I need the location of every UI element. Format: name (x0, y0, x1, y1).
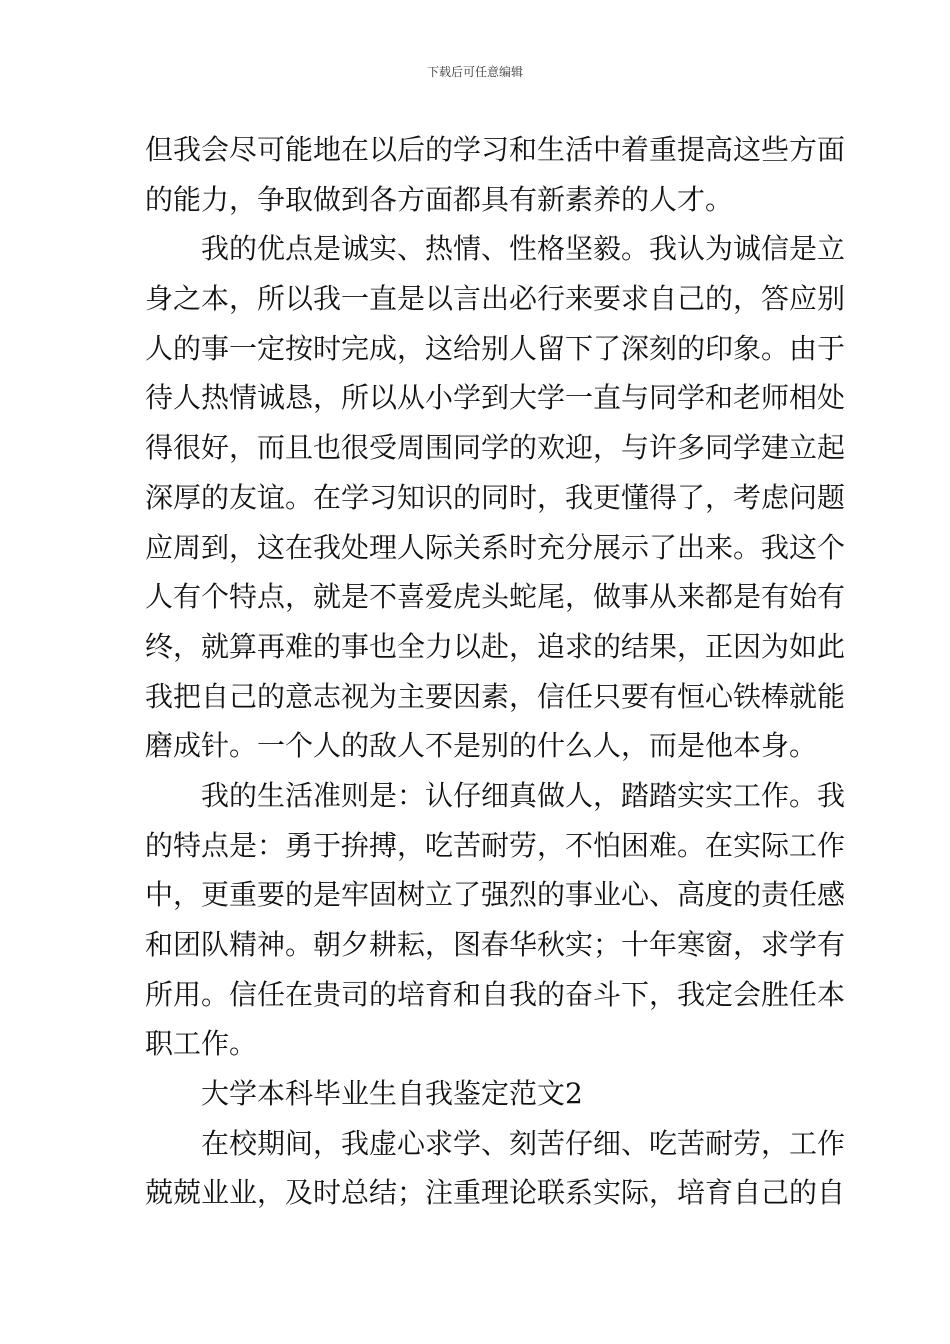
page-header-note: 下载后可任意编辑 (426, 65, 523, 79)
text-line: 职工作。 (145, 1027, 258, 1061)
text-line: 人有个特点，就是不喜爱虎头蛇尾，做事从来都是有始有 (145, 580, 846, 614)
text-line: 中，更重要的是牢固树立了强烈的事业心、高度的责任感 (145, 878, 846, 912)
text-line: 兢兢业业，及时总结；注重理论联系实际，培育自己的自 (145, 1176, 846, 1210)
text-line: 终，就算再难的事也全力以赴，追求的结果，正因为如此 (145, 629, 846, 663)
text-line: 我把自己的意志视为主要因素，信任只要有恒心铁棒就能 (145, 679, 846, 713)
text-line: 的特点是：勇于拚搏，吃苦耐劳，不怕困难。在实际工作 (145, 828, 846, 862)
text-line: 和团队精神。朝夕耕耘，图春华秋实；十年寒窗，求学有 (145, 928, 846, 961)
paragraph-start-line: 我的生活准则是：认仔细真做人，踏踏实实工作。我 (201, 778, 846, 812)
paragraph-start-line: 在校期间，我虚心求学、刻苦仔细、吃苦耐劳，工作 (201, 1126, 846, 1160)
text-line: 人的事一定按时完成，这给别人留下了深刻的印象。由于 (145, 331, 846, 365)
text-line: 得很好，而且也很受周围同学的欢迎，与许多同学建立起 (145, 431, 846, 465)
text-line: 所用。信任在贵司的培育和自我的奋斗下，我定会胜任本 (145, 977, 846, 1011)
paragraph-start-line: 我的优点是诚实、热情、性格坚毅。我认为诚信是立 (201, 232, 846, 266)
text-line: 身之本，所以我一直是以言出必行来要求自己的，答应别 (145, 282, 846, 316)
text-line: 待人热情诚恳，所以从小学到大学一直与同学和老师相处 (145, 381, 846, 415)
text-line: 但我会尽可能地在以后的学习和生活中着重提高这些方面 (145, 133, 846, 166)
text-line: 应周到，这在我处理人际关系时充分展示了出来。我这个 (145, 530, 846, 564)
section-heading: 大学本科毕业生自我鉴定范文2 (201, 1077, 583, 1111)
text-line: 深厚的友谊。在学习知识的同时，我更懂得了，考虑问题 (145, 480, 846, 514)
document-body (145, 125, 846, 1218)
text-line: 的能力，争取做到各方面都具有新素养的人才。 (145, 182, 734, 216)
text-line: 磨成针。一个人的敌人不是别的什么人，而是他本身。 (145, 729, 818, 763)
